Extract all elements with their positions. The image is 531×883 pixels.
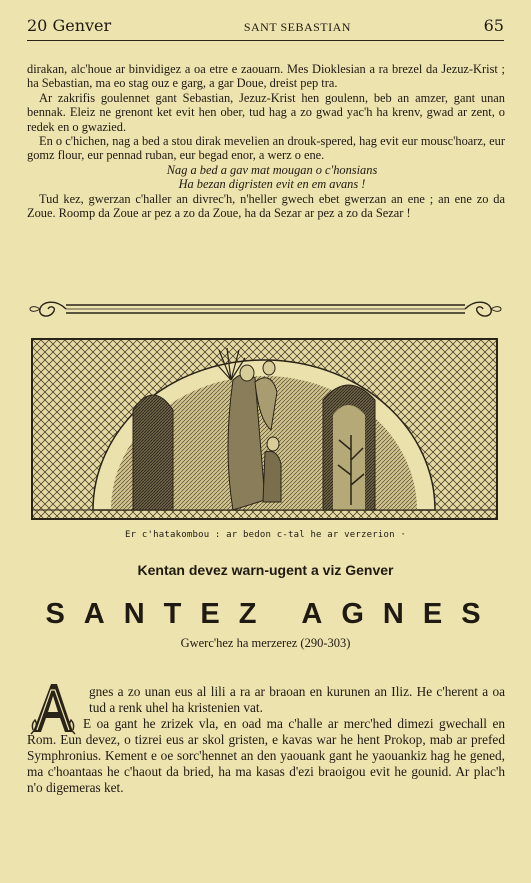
bottom-text-block — [27, 684, 505, 796]
header-title: SANT SEBASTIAN — [243, 20, 351, 34]
paragraph: En o c'hichen, nag a bed a stou dirak mevelien an drouk-spered, hag evit eur mousc'hoarz, eur gomz flour, eur pennad ruban, eur begad enor, a werz o ene. — [27, 134, 505, 163]
ornamental-divider — [28, 297, 503, 321]
illustration-caption: Er c'hatakombou : ar bedon c-tal he ar verzerion · — [125, 530, 406, 540]
paragraph: dirakan, alc'houe ar binvidigez a oa etre e zaouarn. Mes Dioklesian a ra brezel da Jezuz-Krist ; ha Sebastian, ma eo stag ouz e garg, a gar Doue, dreist pep tra. — [27, 62, 505, 91]
running-header — [27, 16, 504, 41]
paragraph: Tud kez, gwerzan c'haller an divrec'h, n'heller gwech ebet gwerzan an ene ; an ene zo da Zoue. Roomp da Zoue ar pez a zo da Zoue, ha da Sezar ar pez a zo da Sezar ! — [27, 191, 505, 221]
top-text-block — [27, 62, 505, 220]
saint-title: SANTEZ AGNES — [45, 598, 500, 630]
header-date: 20 Genver — [27, 16, 112, 35]
verse-line: Nag a bed a gav mat mougan o c'honsians — [166, 162, 378, 177]
paragraph: Ar zakrifis goulennet gant Sebastian, Jezuz-Krist hen goulenn, beb an amzer, gant unan bennak. Eleiz ne grenont ket evit hen ober, tud hag a zo gwad yac'h ha krenv, gwad ar zent, o redek en o gwazied. — [27, 90, 505, 134]
saint-subtitle: Gwerc'hez ha merzerez (290-303) — [180, 636, 351, 650]
page-number: 65 — [483, 16, 504, 35]
verse-line: Ha bezan digristen evit en em avans ! — [178, 177, 366, 192]
paragraph: gnes a zo unan eus al lili a ra ar braoan en kurunen an Iliz. He c'herent a oa tud a renk uhel ha kristenien vat. — [89, 684, 505, 715]
paragraph: E oa gant he zrizek vla, en oad ma c'halle ar merc'hed dimezi gwechall en Rom. Eun devez, o tizrei eus ar skol gristen, e kavas war he hent Prokop, mab ar prefed Symphronius. Kement e oe sorc'hennet an den yaouank gant he yaouankiz hag he gened, ma c'hoantaas he c'haout da bried, ha ma kasas d'ezi braoigou evit he gounid. Ar plac'h n'o digemeras ket. — [27, 716, 505, 795]
illustration-art — [33, 340, 496, 518]
catacomb-illustration — [31, 338, 498, 520]
feast-date-line: Kentan devez warn-ugent a viz Genver — [137, 562, 394, 578]
